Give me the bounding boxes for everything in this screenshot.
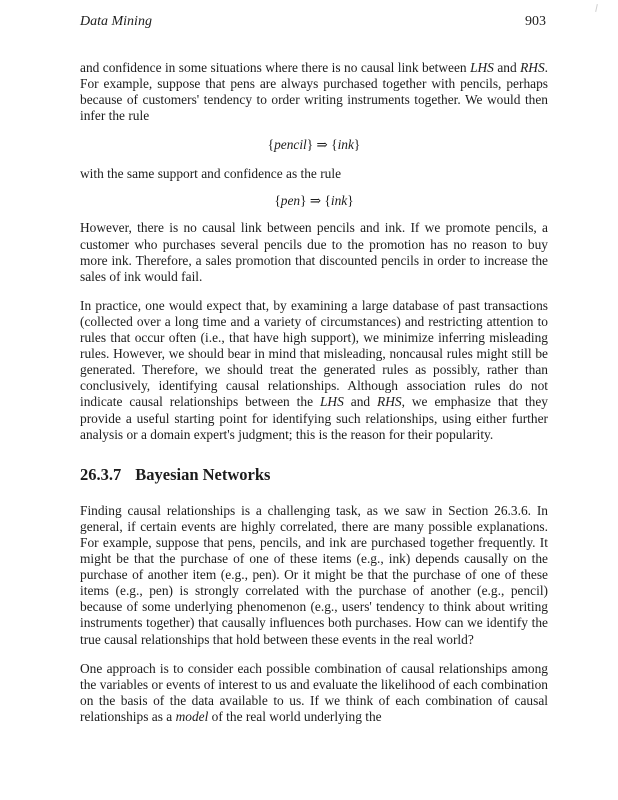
formula-2-antecedent: pen — [280, 193, 301, 209]
paragraph-1-text-b: and — [493, 60, 521, 75]
formula-pen-ink: {pen} ⇒ {ink} — [274, 193, 354, 209]
body-text — [80, 60, 548, 725]
formula-1-antecedent: pencil — [274, 137, 307, 153]
paragraph-4 — [80, 298, 548, 443]
term-rhs: RHS — [520, 60, 545, 75]
paragraph-2: with the same support and confidence as the rule — [80, 166, 342, 182]
page-number: 903 — [525, 14, 546, 29]
term-model: model — [175, 708, 209, 724]
running-header — [80, 14, 546, 30]
section-heading — [80, 464, 548, 484]
paragraph-6-text-b: of the real world underlying the — [208, 708, 382, 724]
paragraph-3: However, there is no causal link between pencils and ink. If we promote pencils, a customer who purchases several pencils due to the promotion has no reason to buy more ink. Therefore, a sales promotion that discounted pencils in order to increase the sales of ink would fail. — [80, 220, 548, 284]
section-title: Bayesian Networks — [135, 464, 271, 484]
scan-mark — [595, 4, 598, 12]
paragraph-1-text-a: and confidence in some situations where there is no causal link between — [80, 60, 471, 75]
paragraph-1-text-c: . For example, suppose that pens are always purchased together with pencils, perhaps because of customers' tendency to order writing instruments together. We would then infer the rule — [80, 60, 549, 124]
term-lhs: LHS — [319, 394, 344, 410]
paragraph-6-text-a: One approach is to consider each possible combination of causal relationships among the variables or events of interest to us and evaluate the likelihood of each combination on the basis of the data available to us. If we think of each combination of causal relationships as a — [80, 660, 548, 724]
term-rhs: RHS — [377, 394, 402, 410]
paragraph-5: Finding causal relationships is a challenging task, as we saw in Section 26.3.6. In general, if certain events are highly correlated, there are many possible explanations. For example, suppose that pens, pencils, and ink are purchased together frequently. It might be that the purchase of one of these items (e.g., ink) depends causally on the purchase of another item (e.g., pen). Or it might be that the purchase of one of these items (e.g., pen) is strongly correlated with the purchase of another (e.g., pencil) because of some underlying phenomenon (e.g., users' tendency to think about writing instruments together) that causally influences both purchases. How can we identify the true causal relationships that hold between these events in the real world? — [80, 502, 548, 647]
formula-1-consequent: ink — [337, 137, 354, 153]
paragraph-1 — [80, 60, 548, 124]
formula-2-consequent: ink — [330, 193, 348, 209]
term-lhs: LHS — [470, 60, 494, 75]
formula-pencil-ink: {pencil} ⇒ {ink} — [267, 137, 361, 153]
paragraph-4-text-c: , we emphasize that they provide a useful starting point for identifying such relationships, using either further analysis or a domain expert's judgment; this is the reason for their popularity. — [80, 394, 548, 442]
running-title: Data Mining — [80, 14, 152, 29]
paragraph-6 — [80, 661, 548, 725]
section-number: 26.3.7 — [80, 464, 122, 484]
paragraph-4-text-a: In practice, one would expect that, by examining a large database of past transactions (collected over a long time and a variety of circumstances) and restricting attention to rules that occur often (i.e., that have high support), we minimize inferring misleading rules. However, we should bear in mind that misleading, noncausal rules might still be generated. Therefore, we should treat the generated rules as possibly, rather than conclusively, identifying causal relationships. Although association rules do not indicate causal relationships between the — [80, 297, 548, 410]
paragraph-4-text-b: and — [343, 394, 378, 410]
